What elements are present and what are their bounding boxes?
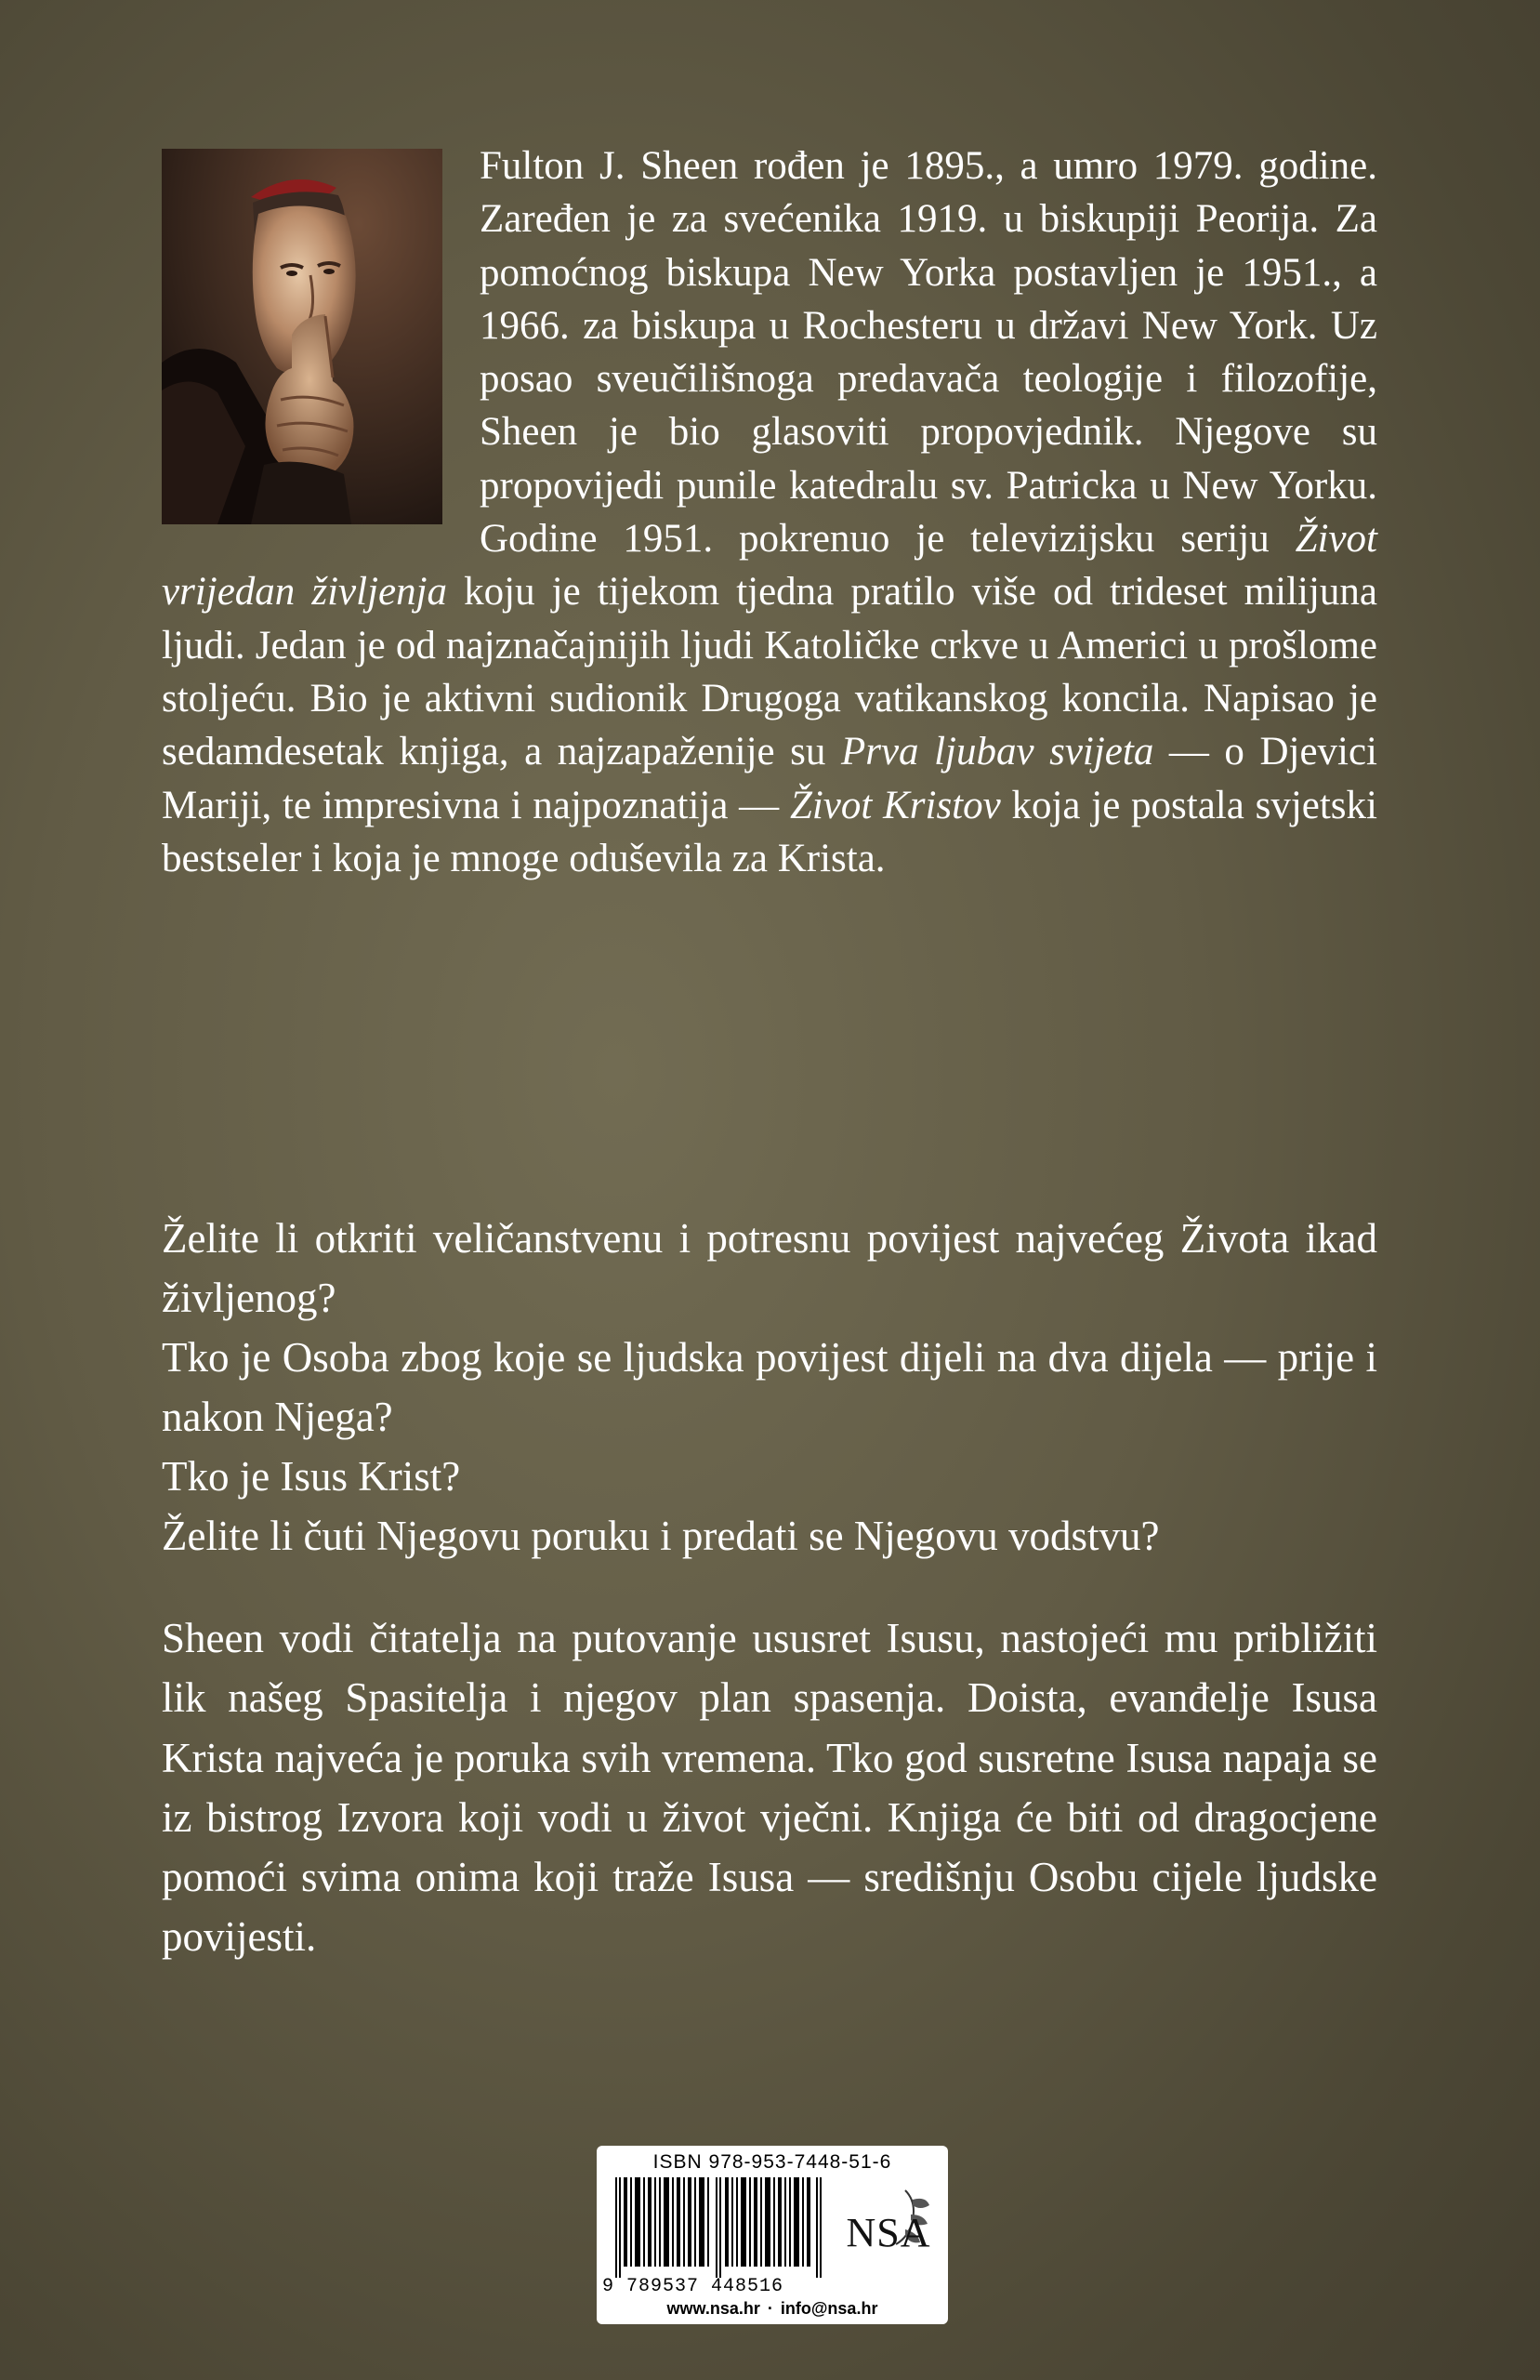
publisher-website[interactable]: www.nsa.hr [666, 2299, 760, 2318]
question-line: Želite li otkriti veličanstvenu i potresnu povijest najvećeg Života ikad življenog? [162, 1215, 1377, 1321]
bio-text-part-3: — o Djevici Mariji, te impresivna i najpoznatija — [162, 730, 1378, 827]
book-description: Sheen vodi čitatelja na putovanje ususret Isusu, nastojeći mu približiti lik našeg Spasitelja i njegov plan spasenja. Doista, evanđelje Isusa Krista najveća je poruka svih vremena. Tko god susretne Isusa napaja se iz bistrog Izvora koji vodi u život vječni. Knjiga će biti od dragocjene pomoći svima onima koji traže Isusa — središnju Osobu cijele ljudske povijesti. [162, 1615, 1377, 1961]
series-title: Život vrijedan življenja [162, 517, 1377, 615]
barcode-bars [610, 2177, 833, 2278]
publisher-logo-text: NSA [846, 2210, 931, 2255]
publisher-email[interactable]: info@nsa.hr [780, 2299, 878, 2318]
question-line: Tko je Isus Krist? [162, 1453, 461, 1500]
bio-text-part-4: koja je postala svjetski bestseler i koja je mnoge oduševila za Krista. [162, 783, 1377, 880]
author-portrait-image [162, 149, 442, 524]
author-bio [162, 139, 1377, 885]
publisher-logo [840, 2183, 937, 2276]
bio-text-part-2: koju je tijekom tjedna pratilo više od trideset milijuna ljudi. Jedan je od najznačajnijih ljudi Katoličke crkve u Americi u prošlome stoljeću. Bio je aktivni sudionik Drugoga vatikanskog koncila. Napisao je sedamdesetak knjiga, a najzapaženije su [162, 570, 1377, 774]
publisher-contact [597, 2299, 948, 2319]
contact-separator: · [767, 2299, 773, 2318]
isbn-label: ISBN 978-953-7448-51-6 [652, 2151, 892, 2173]
author-portrait [162, 149, 442, 524]
question-line: Želite li čuti Njegovu poruku i predati se Njegovu vodstvu? [162, 1513, 1160, 1559]
questions-block [162, 1209, 1377, 1566]
bio-text-part-1: Fulton J. Sheen rođen je 1895., a umro 1979. godine. Zaređen je za svećenika 1919. u biskupiji Peorija. Za pomoćnog biskupa New Yorka postavljen je 1951., a 1966. za biskupa u Rochesteru u državi New York. Uz posao sveučilišnoga predavača teologije i filozofije, Sheen je bio glasoviti propovjednik. Njegove su propovijedi punile katedralu sv. Patricka u New Yorku. Godine 1951. pokrenuo je televizijsku seriju [480, 144, 1377, 562]
book-title-life-of-christ: Život Kristov [789, 783, 1001, 827]
ean-digits: 9 789537 448516 [602, 2276, 784, 2297]
barcode-panel [597, 2146, 948, 2324]
question-line: Tko je Osoba zbog koje se ljudska povijest dijeli na dva dijela — prije i nakon Njega? [162, 1334, 1377, 1440]
book-title-first-love: Prva ljubav svijeta [840, 730, 1154, 774]
